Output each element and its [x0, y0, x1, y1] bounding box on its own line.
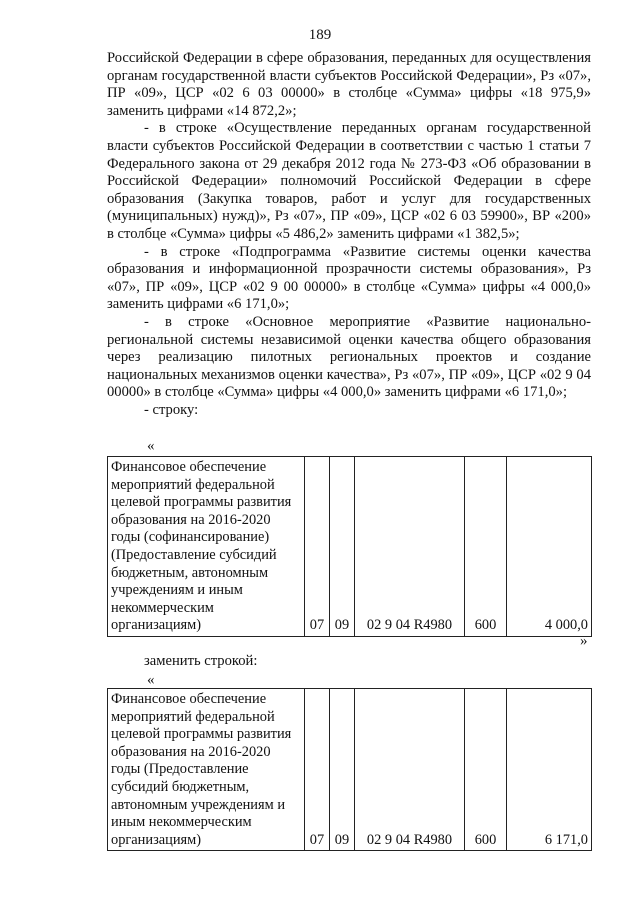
- open-quote-2: «: [147, 672, 155, 688]
- body-text: [107, 50, 591, 419]
- table-row: [108, 457, 592, 637]
- csr-cell: 02 9 04 R4980: [355, 457, 465, 637]
- sum-cell: 4 000,0: [507, 457, 592, 637]
- pr-cell: 09: [330, 457, 355, 637]
- rz-cell: 07: [305, 457, 330, 637]
- vr-cell: 600: [465, 689, 507, 851]
- table-row: [108, 689, 592, 851]
- close-quote: »: [580, 633, 588, 649]
- rz-cell: 07: [305, 689, 330, 851]
- paragraph-4: - в строке «Основное мероприятие «Развитие национально-региональной системы независимой оценки качества общего образования через реализацию пилотных региональных проектов и создание национальных механизмов оценки качества», Рз «07», ПР «09», ЦСР «02 9 04 00000» в столбце «Сумма» цифры «4 000,0» заменить цифрами «6 171,0»;: [107, 313, 591, 401]
- line-stroku: - строку:: [144, 401, 199, 418]
- row-name-cell: Финансовое обеспечение мероприятий федеральной целевой программы развития образования на 2016-2020 годы (Предоставление субсидий бюджетным, автономным учреждениям и иным некоммерческим организациям): [108, 689, 305, 851]
- paragraph-1: Российской Федерации в сфере образования, переданных для осуществления органам государственной власти субъектов Российской Федерации», Рз «07», ПР «09», ЦСР «02 6 03 00000» в столбце «Сумма» цифры «18 975,9» заменить цифрами «14 872,2»;: [107, 50, 591, 119]
- pr-cell: 09: [330, 689, 355, 851]
- csr-cell: 02 9 04 R4980: [355, 689, 465, 851]
- open-quote-1: «: [147, 438, 155, 454]
- sum-cell: 6 171,0: [507, 689, 592, 851]
- replace-label: заменить строкой:: [144, 653, 258, 669]
- table-old-row: [107, 456, 592, 637]
- page-number: 189: [308, 27, 332, 43]
- paragraph-3: - в строке «Подпрограмма «Развитие системы оценки качества образования и информационной прозрачности системы образования», Рз «07», ПР «09», ЦСР «02 9 00 00000» в столбце «Сумма» цифры «4 000,0» заменить цифрами «6 171,0»;: [107, 243, 591, 313]
- row-name-cell: Финансовое обеспечение мероприятий федеральной целевой программы развития образования на 2016-2020 годы (софинансирование) (Предоставление субсидий бюджетным, автономным учреждениям и иным некоммерческим организациям): [108, 457, 305, 637]
- paragraph-2: - в строке «Осуществление переданных органам государственной власти субъектов Российской Федерации в соответствии с частью 1 статьи 7 Федерального закона от 29 декабря 2012 года № 273-ФЗ «Об образовании в Российской Федерации» полномочий Российской Федерации в сфере образования (Закупка товаров, работ и услуг для государственных (муниципальных) нужд)», Рз «07», ПР «09», ЦСР «02 6 03 59900», ВР «200» в столбце «Сумма» цифры «5 486,2» заменить цифрами «1 382,5»;: [107, 120, 591, 242]
- table-new-row: [107, 688, 592, 851]
- vr-cell: 600: [465, 457, 507, 637]
